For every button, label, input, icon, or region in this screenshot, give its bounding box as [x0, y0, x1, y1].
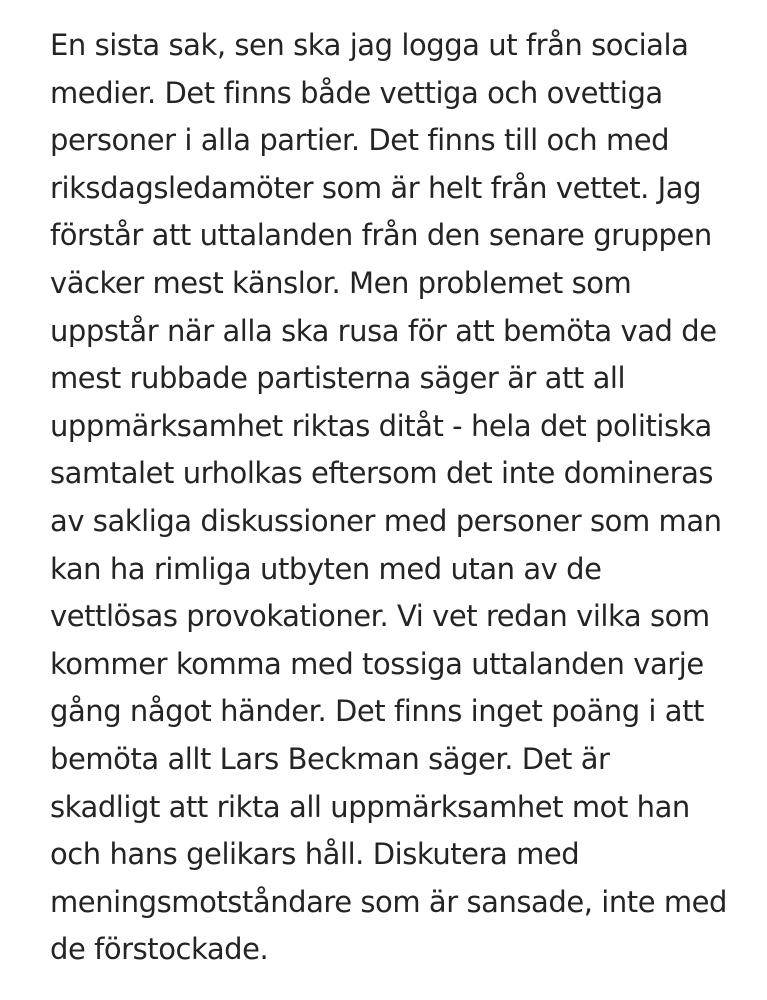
text-line: riksdagsledamöter som är helt från vettet. Jag	[50, 170, 702, 205]
text-line: En sista sak, sen ska jag logga ut från sociala	[50, 28, 689, 62]
text-line: gång något händer. Det finns inget poäng i att	[50, 694, 704, 729]
text-line: medier. Det finns både vettiga och ovettiga	[50, 75, 663, 110]
text-line: bemöta allt Lars Beckman säger. Det är	[50, 741, 610, 776]
text-line: uppstår när alla ska rusa för att bemöta vad de	[50, 313, 717, 348]
text-line: uppmärksamhet riktas ditåt - hela det politiska	[50, 408, 712, 443]
text-line: meningsmotståndare som är sansade, inte med	[50, 884, 728, 919]
text-line: kommer komma med tossiga uttalanden varje	[50, 646, 704, 681]
text-line: av sakliga diskussioner med personer som man	[50, 503, 722, 538]
text-line: skadligt att rikta all uppmärksamhet mot han	[50, 789, 690, 824]
text-line: vettlösas provokationer. Vi vet redan vilka som	[50, 599, 710, 634]
text-line: kan ha rimliga utbyten med utan av de	[50, 551, 602, 586]
text-line: och hans gelikars håll. Diskutera med	[50, 837, 580, 872]
text-line: väcker mest känslor. Men problemet som	[50, 265, 632, 300]
text-line: förstår att uttalanden från den senare gruppen	[50, 218, 712, 253]
text-line: samtalet urholkas eftersom det inte domineras	[50, 456, 714, 491]
text-line: personer i alla partier. Det finns till och med	[50, 123, 670, 158]
text-line: de förstockade.	[50, 932, 269, 967]
text-line: mest rubbade partisterna säger är att all	[50, 361, 626, 396]
